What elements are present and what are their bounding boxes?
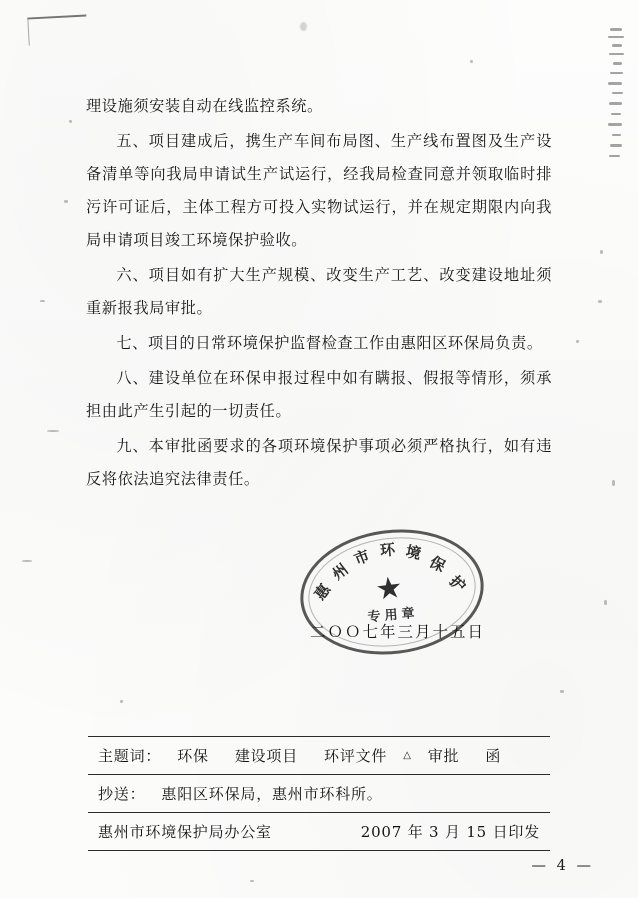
scan-edge-artifact	[606, 26, 632, 166]
seal-top-text: 惠 州 市 环 境 保 护	[310, 540, 472, 604]
paragraph: 理设施须安装自动在线监控系统。	[86, 97, 323, 115]
cc-label: 抄送：	[98, 785, 146, 803]
scan-speck	[598, 300, 602, 303]
paragraph: 七、项目的日常环境保护监督检查工作由惠阳区环保局负责。	[116, 334, 543, 352]
paragraph: 九、本审批函要求的各项环境保护事项必须严格执行，如有违反将依法追究法律责任。	[86, 437, 552, 488]
scan-speck	[612, 480, 615, 486]
scan-speck	[250, 880, 254, 882]
document-body	[86, 90, 552, 498]
keyword-item: 函	[485, 747, 502, 765]
scan-speck	[300, 22, 307, 31]
keywords-row	[88, 737, 550, 774]
issue-date: 二ＯＯ七年三月十五日	[310, 623, 486, 641]
scan-speck	[47, 430, 59, 432]
issuer-name: 惠州市环境保护局办公室	[98, 823, 272, 841]
keyword-item: 审批	[427, 747, 460, 765]
scan-speck	[40, 300, 45, 302]
scan-speck	[64, 200, 68, 203]
scan-speck	[576, 340, 579, 343]
seal-bottom-text: 专用章	[367, 605, 420, 626]
keyword-item: 环保	[177, 747, 209, 765]
scan-speck	[120, 700, 123, 703]
scan-speck	[22, 560, 32, 562]
keyword-item: 环评文件	[324, 747, 388, 765]
scan-speck	[69, 120, 72, 123]
torn-corner-mark	[27, 14, 87, 45]
scan-speck	[470, 60, 473, 63]
official-seal: 惠 州 市 环 境 保 护 ★ 专用章	[300, 530, 490, 660]
keyword-item: 建设项目	[234, 747, 299, 765]
scan-speck	[600, 250, 603, 254]
page-number: — 4 —	[531, 858, 594, 874]
paragraph: 五、项目建成后，携生产车间布局图、生产线布置图及生产设备清单等向我局申请试生产试运行，经我局检查同意并领取临时排污许可证后，主体工程方可投入实物试运行，并在规定期限内向我局申请项目竣工环境保护验收。	[86, 132, 552, 249]
cc-row	[88, 775, 550, 812]
print-date: 2007 年 3 月 15 日印发	[360, 823, 540, 841]
scan-speck	[604, 600, 607, 605]
keywords-label: 主题词：	[98, 747, 162, 765]
keyword-mark: △	[403, 750, 412, 761]
paragraph: 六、项目如有扩大生产规模、改变生产工艺、改变建设地址须重新报我局审批。	[86, 266, 552, 317]
footer-block	[88, 736, 550, 851]
cc-text: 惠阳区环保局，惠州市环科所。	[161, 785, 383, 803]
issuer-row	[88, 813, 550, 850]
footer-divider	[88, 850, 550, 851]
paragraph: 八、建设单位在环保申报过程中如有瞒报、假报等情形，须承担由此产生引起的一切责任。	[86, 369, 552, 420]
scan-speck	[560, 690, 564, 693]
